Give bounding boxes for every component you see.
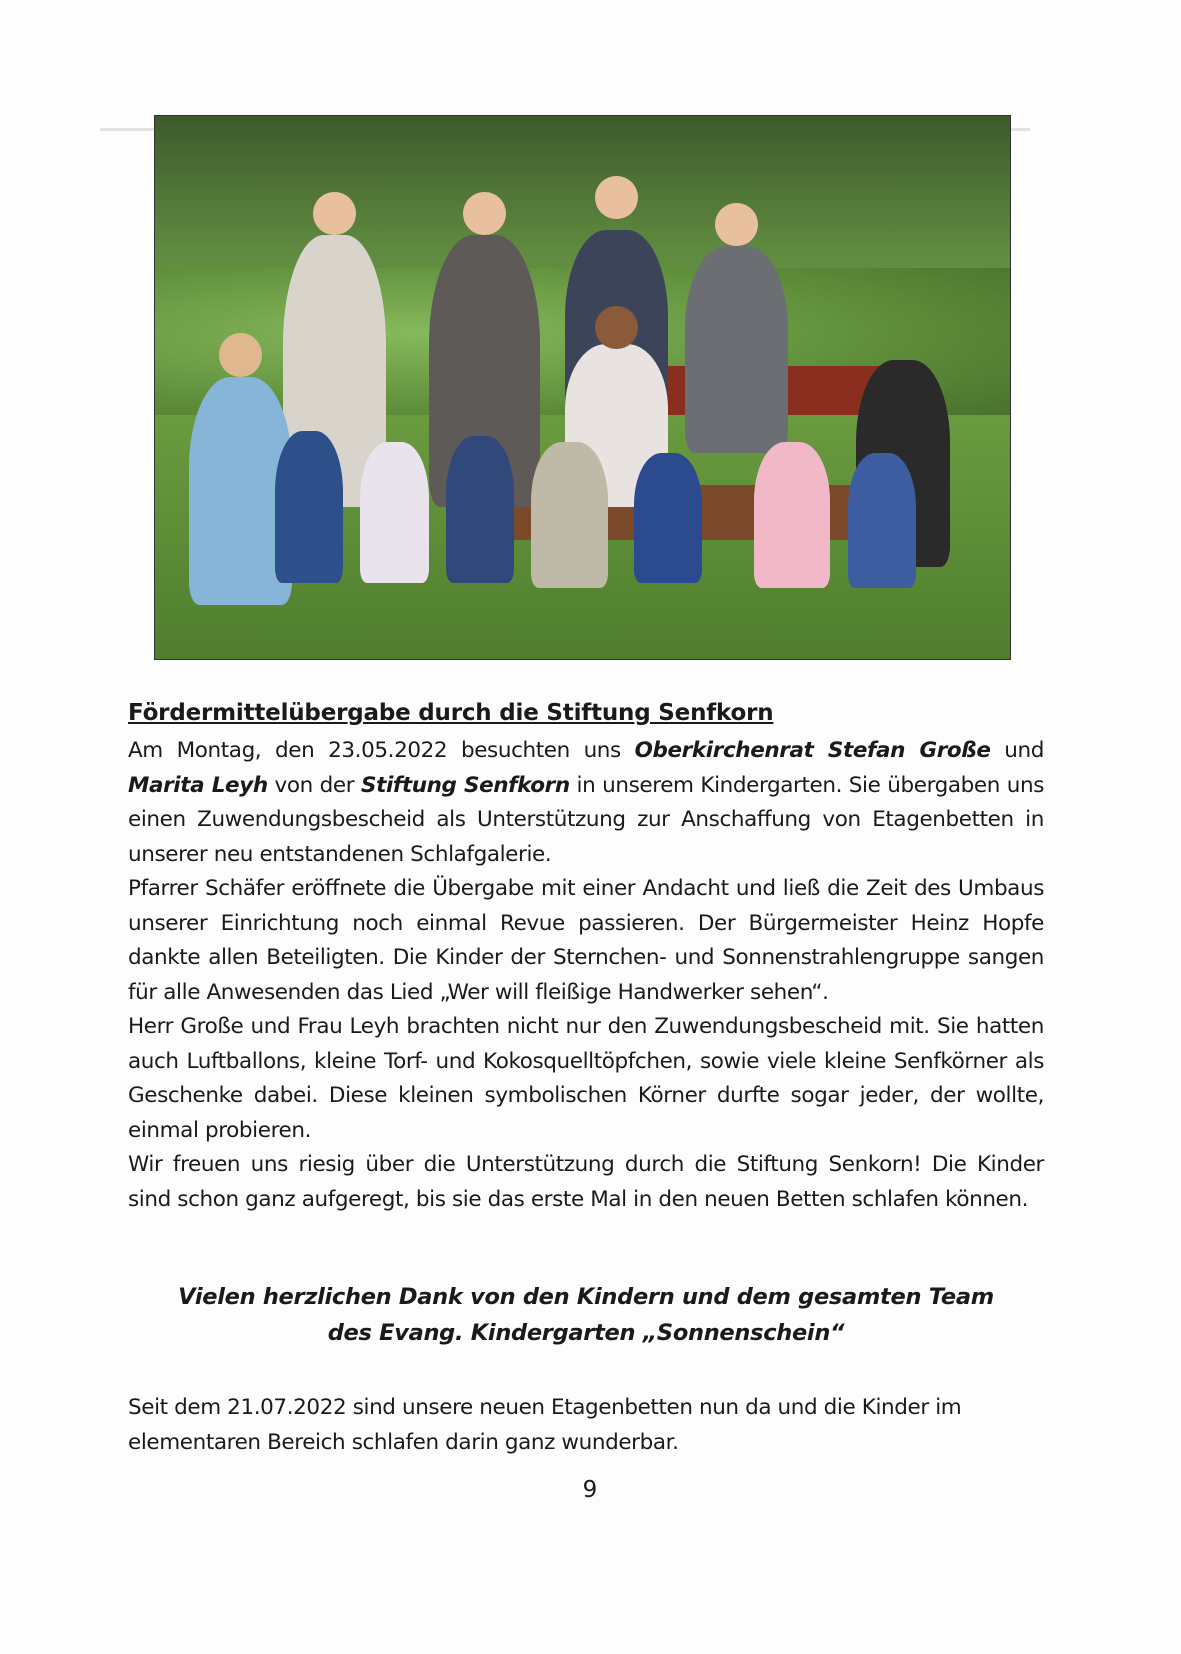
closing-paragraph: Seit dem 21.07.2022 sind unsere neuen Etagenbetten nun da und die Kinder im elementaren Bereich schlafen darin ganz wunderbar. — [128, 1395, 962, 1455]
p1-emphasis-3: Stiftung Senfkorn — [360, 772, 570, 798]
photo-head — [715, 203, 758, 246]
p1-text-3: von der — [267, 772, 361, 798]
paragraph-2: Pfarrer Schäfer eröffnete die Übergabe mit einer Andacht und ließ die Zeit des Umbaus unserer Einrichtung noch einmal Revue passieren. Der Bürgermeister Heinz Hopfe dankte allen Beteiligten. Die Kinder der Sternchen- und Sonnenstrahlengruppe sangen für alle Anwesenden das Lied „Wer will fleißige Handwerker sehen“. — [128, 876, 1044, 1005]
thanks-note — [128, 1279, 1044, 1351]
p1-text-1: Am Montag, den 23.05.2022 besuchten uns — [128, 738, 635, 763]
page-number: 9 — [582, 1477, 598, 1503]
p1-emphasis-1: Oberkirchenrat Stefan Große — [634, 738, 991, 763]
photo-child — [634, 453, 702, 583]
paragraph-1 — [128, 734, 1044, 872]
paragraph-3: Herr Große und Frau Leyh brachten nicht nur den Zuwendungsbescheid mit. Sie hatten auch Luftballons, kleine Torf- und Kokosquelltöpfchen, sowie viele kleine Senfkörner als Geschenke dabei. Diese kleinen symbolischen Körner durfte sogar jeder, der wollte, einmal probieren. — [128, 1014, 1044, 1143]
photo-child — [446, 436, 514, 583]
photo-child — [275, 431, 343, 583]
article-heading: Fördermittelübergabe durch die Stiftung Senfkorn — [128, 700, 774, 726]
photo-head — [313, 192, 356, 235]
photo-child — [360, 442, 428, 583]
photo-head — [219, 333, 262, 376]
paragraph-4: Wir freuen uns riesig über die Unterstützung durch die Stiftung Senkorn! Die Kinder sind schon ganz aufgeregt, bis sie das erste Mal in den neuen Betten schlafen können. — [128, 1152, 1044, 1212]
group-photo — [155, 116, 1010, 659]
photo-child — [848, 453, 916, 589]
p1-emphasis-2: Marita Leyh — [128, 772, 268, 798]
photo-person — [685, 246, 788, 452]
p1-text-4: in unserem Kindergarten. Sie übergaben uns einen Zuwendungsbescheid als Unterstützung zur Anschaffung von Etagenbetten in unserer neu entstandenen Schlafgalerie. — [128, 772, 1045, 867]
p1-text-2: und — [990, 738, 1044, 763]
photo-child — [754, 442, 831, 589]
thanks-line-2: des Evang. Kindergarten „Sonnenschein“ — [327, 1320, 845, 1346]
article-body — [128, 734, 1044, 1217]
photo-child — [531, 442, 608, 589]
photo-head — [463, 192, 506, 235]
photo-head — [595, 176, 638, 219]
thanks-line-1: Vielen herzlichen Dank von den Kindern und dem gesamten Team — [178, 1284, 994, 1310]
